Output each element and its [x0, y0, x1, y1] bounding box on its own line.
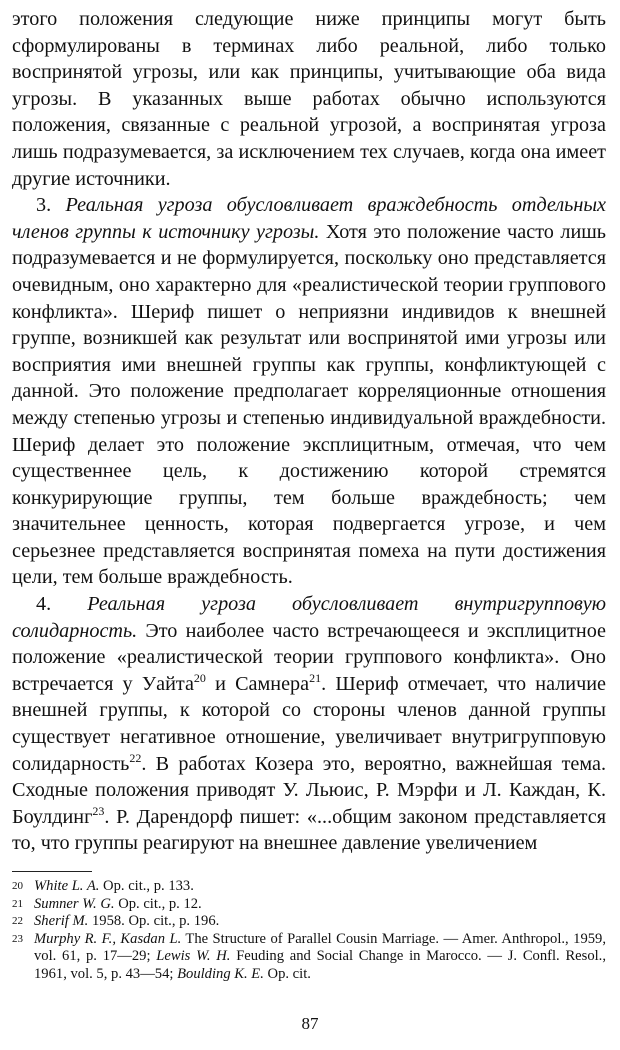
item-number-3: 3.	[36, 194, 52, 217]
footnote-author-2: Lewis W. H.	[156, 948, 231, 965]
footnote-author: White L. A.	[34, 878, 100, 894]
paragraph-4-text-a: Это наиболее часто встречающееся и эксплицитное положение «реалистической теории группового конфликта». Оно встречается у Уайта	[12, 619, 607, 695]
footnote-ref-22[interactable]: 22	[129, 750, 142, 765]
footnote-21	[12, 896, 606, 914]
paragraph-4	[12, 591, 606, 857]
footnote-divider	[12, 871, 92, 872]
footnote-20	[12, 878, 606, 896]
footnotes	[12, 878, 606, 984]
footnote-number: 23	[12, 932, 23, 945]
paragraph-4-text-b: и Самнера	[215, 672, 310, 695]
paragraph-4-text-c: . Шериф отмечает, что наличие внешней группы, к которой со стороны членов данной группы существует негативное отношение, увеличивает внутригрупповую солидарность	[12, 672, 607, 775]
footnote-ref-21[interactable]: 21	[309, 670, 322, 685]
footnote-number: 20	[12, 880, 23, 892]
paragraph-4-text-e: . Р. Дарендорф пишет: «...общим законом представляется то, что группы реагируют на внешнее давление увеличением	[12, 805, 606, 855]
paragraph-3-text: Хотя это положение часто лишь подразумевается и не формулируется, поскольку оно представляется очевидным, оно характерно для «реалистической теории группового конфликта». Шериф пишет о неприязни индивидов к внешней группе, возникшей как результат или воспринятой ими угрозы или восприятия ими внешней группы как группы, конфликтующей с данной. Это положение предполагает корреляционные отношения между степенью угрозы и степенью индивидуальной враждебности. Шериф делает это положение эксплицитным, отмечая, что чем существеннее цель, к достижению которой стремятся конкурирующие группы, тем больше враждебность; чем значительнее ценность, которая подвергается угрозе, и чем серьезнее представляется воспринятая помеха на пути достижения цели, тем больше враждебность.	[12, 220, 606, 589]
footnote-author: Sumner W. G.	[34, 895, 115, 912]
footnote-ref-20[interactable]: 20	[193, 670, 206, 685]
footnote-text-2: Feuding and Social Change in Marocco. — J. Confl. Resol., 1961, vol. 5, p. 43—54;	[34, 948, 606, 982]
footnote-text-3: Op. cit.	[263, 965, 311, 982]
paragraph-1: этого положения следующие ниже принципы могут быть сформулированы в терминах либо реальной, либо только воспринятой угрозы, или как принципы, учитывающие оба вида угрозы. В указанных выше работах обычно используются положения, связанные с реальной угрозой, а воспринятая угроза лишь подразумевается, за исключением тех случаев, когда она имеет другие источники.	[12, 8, 606, 190]
footnote-text: Op. cit., p. 12.	[114, 895, 202, 912]
footnote-22	[12, 913, 606, 931]
footnote-text: Op. cit., p. 133.	[99, 878, 194, 894]
footnote-number: 21	[12, 897, 23, 910]
footnote-author-3: Boulding K. E.	[177, 965, 264, 982]
page-number: 87	[301, 1014, 319, 1033]
footnote-23	[12, 931, 606, 984]
principle-4-title: Реальная угроза обусловливает внутригрупповую солидарность.	[12, 593, 606, 642]
footnote-text: 1958. Op. cit., p. 196.	[88, 913, 220, 930]
footnote-ref-23[interactable]: 23	[92, 803, 105, 818]
principle-3-title: Реальная угроза обусловливает враждебность отдельных членов группы к источнику угрозы.	[12, 194, 607, 243]
paragraph-3	[12, 192, 606, 591]
main-text	[12, 6, 606, 857]
item-number-4: 4.	[36, 593, 52, 616]
footnote-author: Murphy R. F., Kasdan L.	[34, 930, 182, 947]
footnote-text: The Structure of Parallel Cousin Marriage. — Amer. Anthropol., 1959, vol. 61, p. 17—29;	[34, 930, 606, 965]
paragraph-4-text-d: . В работах Козера это, вероятно, важнейшая тема. Сходные положения приводят У. Льюис, Р. Мэрфи и Л. Каждан, К. Боулдинг	[12, 752, 606, 828]
footnote-author: Sherif M.	[34, 913, 89, 930]
footnote-number: 22	[12, 915, 23, 928]
